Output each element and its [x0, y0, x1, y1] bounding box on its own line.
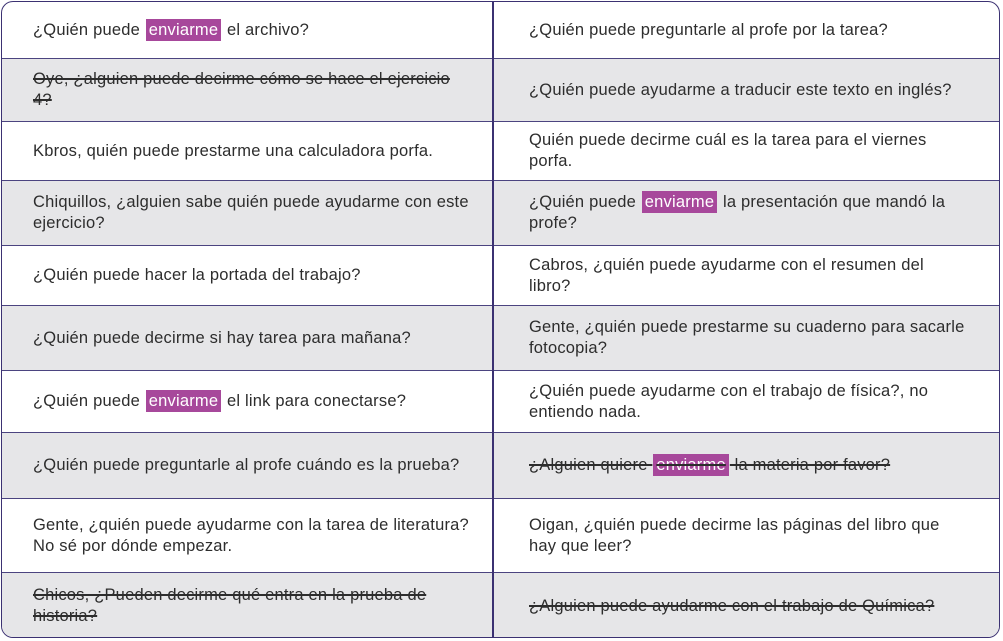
table-row: [2, 371, 999, 433]
right-message-cell: [529, 499, 969, 572]
right-message-cell: [529, 59, 969, 121]
right-message-cell: [529, 433, 969, 498]
table-row: [2, 2, 999, 59]
left-message-cell: [33, 122, 473, 180]
right-message-cell: [529, 573, 969, 638]
message-text: [33, 265, 361, 286]
message-text: [33, 192, 473, 234]
message-fragment: ¿Quién puede hacer la portada del trabajo?: [33, 266, 361, 284]
message-text: [529, 381, 969, 423]
message-fragment: el link para conectarse?: [222, 392, 407, 410]
message-text: [33, 455, 459, 476]
message-text: [33, 391, 406, 412]
left-message-cell: [33, 181, 473, 245]
message-text: [529, 130, 969, 172]
message-fragment: Gente, ¿quién puede ayudarme con la tarea de literatura? No sé por dónde empezar.: [33, 515, 469, 555]
left-message-cell: [33, 246, 473, 305]
message-text: [529, 192, 969, 234]
message-fragment: Oye, ¿alguien puede decirme cómo se hace el ejercicio 4?: [33, 70, 450, 109]
message-fragment: ¿Quién puede: [33, 20, 145, 39]
message-fragment: Oigan, ¿quién puede decirme las páginas del libro que hay que leer?: [529, 515, 940, 555]
message-text: [529, 255, 969, 297]
table-row: [2, 122, 999, 181]
message-fragment: el archivo?: [222, 20, 310, 39]
left-message-cell: [33, 306, 473, 370]
message-text: [33, 69, 473, 111]
message-text: [529, 20, 888, 41]
message-text: [33, 141, 433, 162]
message-fragment: ¿Alguien quiere: [529, 456, 653, 474]
highlighted-word: enviarme: [653, 454, 728, 476]
table-row: [2, 306, 999, 371]
highlighted-word: enviarme: [146, 390, 221, 412]
message-table: [1, 1, 1000, 638]
message-text: [33, 328, 411, 349]
right-message-cell: [529, 246, 969, 305]
table-row: [2, 433, 999, 499]
message-text: [529, 455, 890, 476]
message-text: [33, 20, 309, 41]
message-fragment: la presentación que mandó la profe?: [529, 193, 946, 232]
message-text: [33, 585, 473, 627]
message-fragment: ¿Quién puede preguntarle al profe por la tarea?: [529, 20, 888, 39]
left-message-cell: [33, 433, 473, 498]
table-row: [2, 499, 999, 573]
message-fragment: ¿Quién puede decirme si hay tarea para mañana?: [33, 328, 411, 347]
right-message-cell: [529, 122, 969, 180]
message-fragment: ¿Quién puede: [33, 392, 145, 410]
highlighted-word: enviarme: [642, 191, 717, 213]
left-message-cell: [33, 573, 473, 638]
message-fragment: Quién puede decirme cuál es la tarea para el viernes porfa.: [529, 131, 927, 170]
left-message-cell: [33, 499, 473, 572]
table-row: [2, 181, 999, 246]
right-message-cell: [529, 181, 969, 245]
message-fragment: Cabros, ¿quién puede ayudarme con el resumen del libro?: [529, 255, 924, 295]
left-message-cell: [33, 59, 473, 121]
table-row: [2, 59, 999, 122]
message-fragment: la materia por favor?: [729, 456, 891, 474]
message-text: [529, 515, 969, 557]
message-fragment: Kbros, quién puede prestarme una calculadora porfa.: [33, 141, 434, 160]
message-fragment: Chiquillos, ¿alguien sabe quién puede ayudarme con este ejercicio?: [33, 193, 469, 232]
message-fragment: ¿Quién puede preguntarle al profe cuándo es la prueba?: [33, 456, 460, 474]
message-fragment: ¿Alguien puede ayudarme con el trabajo de Química?: [529, 596, 935, 615]
table-row: [2, 246, 999, 306]
message-fragment: ¿Quién puede ayudarme a traducir este texto en inglés?: [529, 80, 952, 99]
right-message-cell: [529, 371, 969, 432]
message-text: [529, 596, 934, 617]
message-text: [529, 317, 969, 359]
message-fragment: Chicos, ¿Pueden decirme qué entra en la prueba de historia?: [33, 586, 427, 625]
message-text: [529, 80, 952, 101]
table-row: [2, 573, 999, 638]
column-divider: [492, 2, 494, 637]
right-message-cell: [529, 2, 969, 58]
right-message-cell: [529, 306, 969, 370]
message-fragment: ¿Quién puede ayudarme con el trabajo de física?, no entiendo nada.: [529, 381, 929, 421]
message-fragment: Gente, ¿quién puede prestarme su cuaderno para sacarle fotocopia?: [529, 318, 965, 357]
left-message-cell: [33, 2, 473, 58]
highlighted-word: enviarme: [146, 19, 221, 41]
left-message-cell: [33, 371, 473, 432]
message-text: [33, 515, 473, 557]
message-fragment: ¿Quién puede: [529, 193, 641, 211]
